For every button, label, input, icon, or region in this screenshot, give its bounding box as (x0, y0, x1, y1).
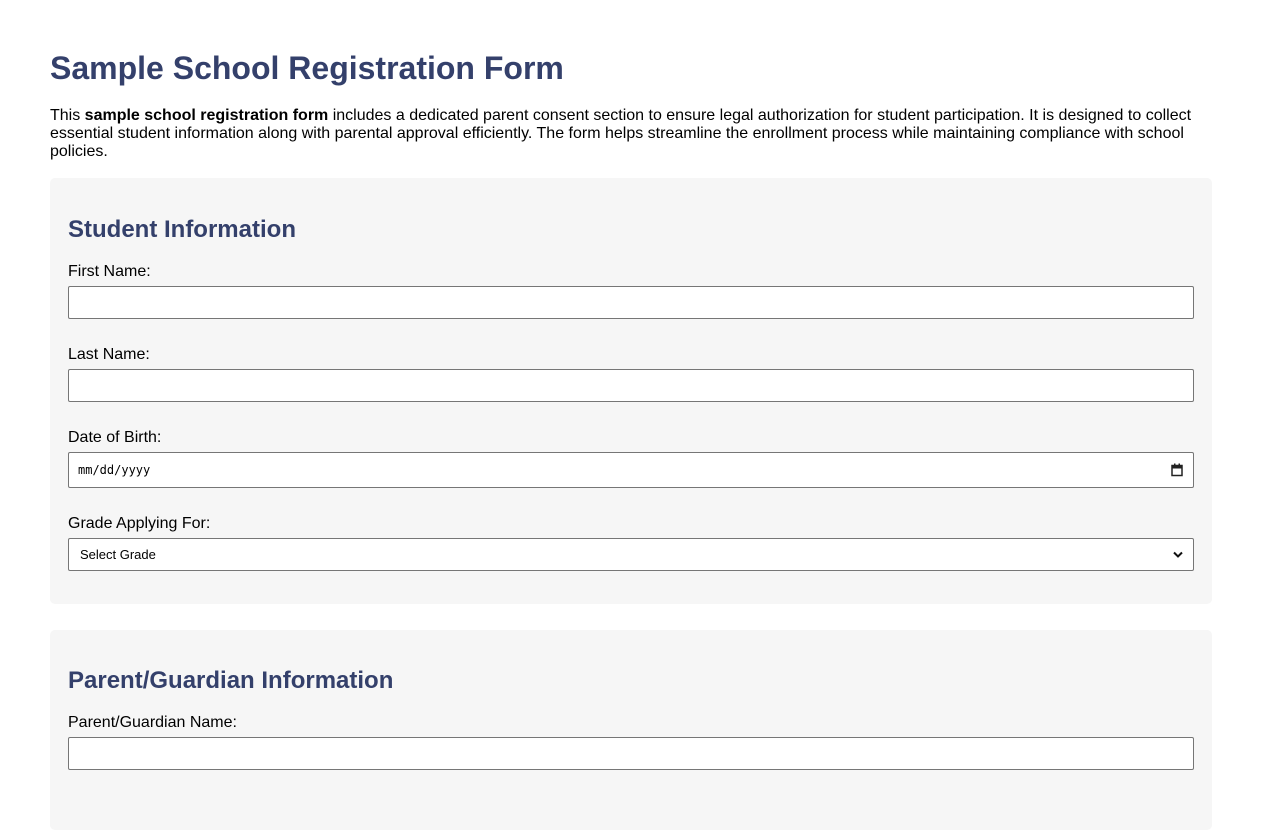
dob-placeholder: mm/dd/yyyy (78, 463, 151, 477)
dob-input[interactable] (68, 452, 1194, 488)
calendar-icon[interactable] (1171, 464, 1183, 477)
page-title: Sample School Registration Form (50, 50, 564, 86)
last-name-input[interactable] (68, 369, 1194, 402)
student-information-section (50, 178, 1212, 604)
student-section-heading: Student Information (68, 216, 296, 243)
parent-section-heading: Parent/Guardian Information (68, 667, 394, 694)
intro-text: This sample school registration form includes a dedicated parent consent section to ensure legal authorization for student participation. It is designed to collect essential student information along with parental approval efficiently. The form helps streamline the enrollment process while maintaining compliance with school policies. (50, 107, 1192, 160)
first-name-input[interactable] (68, 286, 1194, 319)
first-name-label: First Name: (68, 263, 151, 280)
last-name-label: Last Name: (68, 346, 150, 363)
dob-label: Date of Birth: (68, 429, 162, 446)
grade-selected-value: Select Grade (80, 547, 156, 562)
parent-information-section (50, 630, 1212, 830)
parent-name-label: Parent/Guardian Name: (68, 714, 237, 731)
chevron-down-icon (1173, 551, 1183, 558)
grade-select[interactable] (68, 538, 1194, 571)
parent-name-input[interactable] (68, 737, 1194, 770)
grade-label: Grade Applying For: (68, 515, 211, 532)
